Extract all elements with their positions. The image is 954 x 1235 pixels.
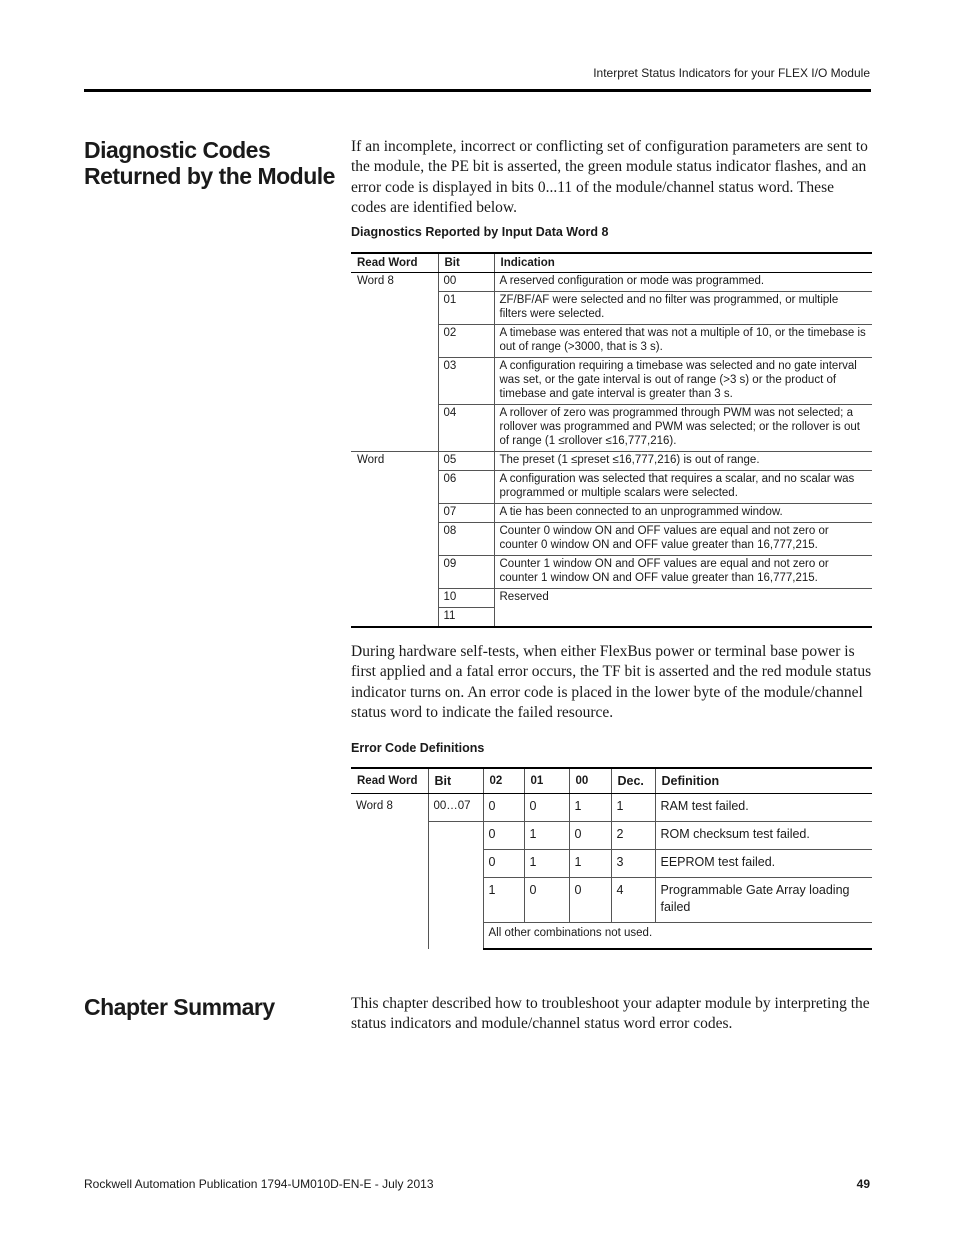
column-header-definition: Definition: [655, 768, 872, 794]
column-header-bit: Bit: [428, 768, 483, 794]
read-word-cell: [351, 589, 438, 608]
definition-cell: ROM checksum test failed.: [655, 822, 872, 850]
column-header-indication: Indication: [494, 253, 872, 273]
bit-01-cell: 0: [524, 794, 569, 822]
bit-cell: 08: [438, 523, 494, 556]
column-header-read-word: Read Word: [351, 253, 438, 273]
page-number: 49: [856, 1177, 870, 1191]
dec-cell: 3: [611, 850, 655, 878]
bit-01-cell: 0: [524, 878, 569, 923]
table-row: [351, 358, 872, 405]
table-caption-diagnostics: Diagnostics Reported by Input Data Word 8: [351, 225, 609, 239]
read-word-cell: [351, 608, 438, 628]
read-word-cell: [351, 556, 438, 589]
table-row: [351, 325, 872, 358]
read-word-cell: [351, 405, 438, 452]
indication-cell: A configuration was selected that requires a scalar, and no scalar was programmed or multiple scalars were selected.: [494, 471, 872, 504]
dec-cell: 1: [611, 794, 655, 822]
footer-publication: Rockwell Automation Publication 1794-UM010D-EN-E - July 2013: [84, 1177, 434, 1191]
summary-paragraph: This chapter described how to troubleshoot your adapter module by interpreting the status indicators and module/channel status word error codes.: [351, 995, 870, 1033]
definition-cell: RAM test failed.: [655, 794, 872, 822]
bit-02-cell: 0: [483, 794, 524, 822]
bit-cell: 02: [438, 325, 494, 358]
bit-00-cell: 0: [569, 878, 611, 923]
indication-cell: The preset (1 ≤preset ≤16,777,216) is out of range.: [494, 452, 872, 471]
read-word-cell: [351, 504, 438, 523]
table-header-row: [351, 253, 872, 273]
indication-cell: A configuration requiring a timebase was selected and no gate interval was set, or the gate interval is out of range (>3 s) or the product of timebase and gate interval is greater than 3 s.: [494, 358, 872, 405]
bit-cell: 01: [438, 292, 494, 325]
bit-cell: 06: [438, 471, 494, 504]
table-header-row: [351, 768, 872, 794]
table-row: [351, 556, 872, 589]
section-title-diagnostic-codes: Diagnostic Codes Returned by the Module: [84, 137, 335, 189]
column-header-02: 02: [483, 768, 524, 794]
indication-cell: Counter 0 window ON and OFF values are equal and not zero or counter 0 window ON and OFF value greater than 16,777,215.: [494, 523, 872, 556]
table-row: [351, 292, 872, 325]
error-code-table: [351, 767, 872, 950]
read-word-cell: [351, 325, 438, 358]
indication-cell: Reserved: [494, 589, 872, 628]
read-word-cell: [351, 471, 438, 504]
read-word-cell: [351, 523, 438, 556]
table-row: [351, 452, 872, 471]
read-word-cell: Word: [357, 454, 385, 466]
bit-cell: 11: [438, 608, 494, 628]
read-word-cell: Word 8: [356, 800, 393, 812]
table-row: [351, 822, 872, 850]
definition-cell: EEPROM test failed.: [655, 850, 872, 878]
bit-cell: 03: [438, 358, 494, 405]
bit-02-cell: 0: [483, 822, 524, 850]
diagnostics-table: [351, 252, 872, 628]
indication-cell: A reserved configuration or mode was programmed.: [494, 273, 872, 292]
intro-paragraph: If an incomplete, incorrect or conflicting set of configuration parameters are sent to the module, the PE bit is asserted, the green module status indicator flashes, and an error code is displayed in bits 0...11 of the module/channel status word. These codes are identified below.: [351, 138, 868, 216]
bit-cell-empty: [428, 822, 483, 950]
running-header: Interpret Status Indicators for your FLEX I/O Module: [593, 66, 870, 80]
bit-02-cell: 0: [483, 850, 524, 878]
bit-cell: 00…07: [428, 794, 483, 822]
column-header-read-word: Read Word: [351, 768, 428, 794]
indication-cell: A rollover of zero was programmed through PWM was not selected; a rollover was programmed and PWM was selected; or the rollover is out of range (1 ≤rollover ≤16,777,216).: [494, 405, 872, 452]
column-header-01: 01: [524, 768, 569, 794]
definition-cell: Programmable Gate Array loading failed: [655, 878, 872, 923]
table-caption-error-codes: Error Code Definitions: [351, 741, 485, 755]
read-word-cell: [351, 292, 438, 325]
bit-cell: 05: [438, 452, 494, 471]
read-word-cell: [351, 358, 438, 405]
bit-02-cell: 1: [483, 878, 524, 923]
column-header-dec: Dec.: [611, 768, 655, 794]
bit-01-cell: 1: [524, 850, 569, 878]
indication-cell: Counter 1 window ON and OFF values are equal and not zero or counter 1 window ON and OFF value greater than 16,777,215.: [494, 556, 872, 589]
bit-cell: 07: [438, 504, 494, 523]
bit-cell: 04: [438, 405, 494, 452]
table-note: All other combinations not used.: [483, 923, 872, 950]
header-rule: [84, 89, 871, 92]
table-row: [351, 504, 872, 523]
bit-01-cell: 1: [524, 822, 569, 850]
bit-cell: 00: [438, 273, 494, 292]
bit-00-cell: 0: [569, 822, 611, 850]
bit-00-cell: 1: [569, 850, 611, 878]
column-header-bit: Bit: [438, 253, 494, 273]
table-row: [351, 794, 872, 822]
bit-cell: 10: [438, 589, 494, 608]
indication-cell: ZF/BF/AF were selected and no filter was programmed, or multiple filters were selected.: [494, 292, 872, 325]
indication-cell: A timebase was entered that was not a multiple of 10, or the timebase is out of range (>3000, that is 3 s).: [494, 325, 872, 358]
table-row: [351, 523, 872, 556]
column-header-00: 00: [569, 768, 611, 794]
indication-cell: A tie has been connected to an unprogrammed window.: [494, 504, 872, 523]
section-title-chapter-summary: Chapter Summary: [84, 994, 275, 1020]
bit-cell: 09: [438, 556, 494, 589]
dec-cell: 4: [611, 878, 655, 923]
selftest-paragraph: During hardware self-tests, when either FlexBus power or terminal base power is first applied and a fatal error occurs, the TF bit is asserted and the red module status indicator turns on. An error code is placed in the lower byte of the module/channel status word to indicate the failed resource.: [351, 643, 872, 721]
table-row: [351, 405, 872, 452]
table-row: [351, 589, 872, 608]
table-row: [351, 273, 872, 292]
bit-00-cell: 1: [569, 794, 611, 822]
table-row: [351, 471, 872, 504]
dec-cell: 2: [611, 822, 655, 850]
read-word-cell: Word 8: [357, 275, 394, 287]
